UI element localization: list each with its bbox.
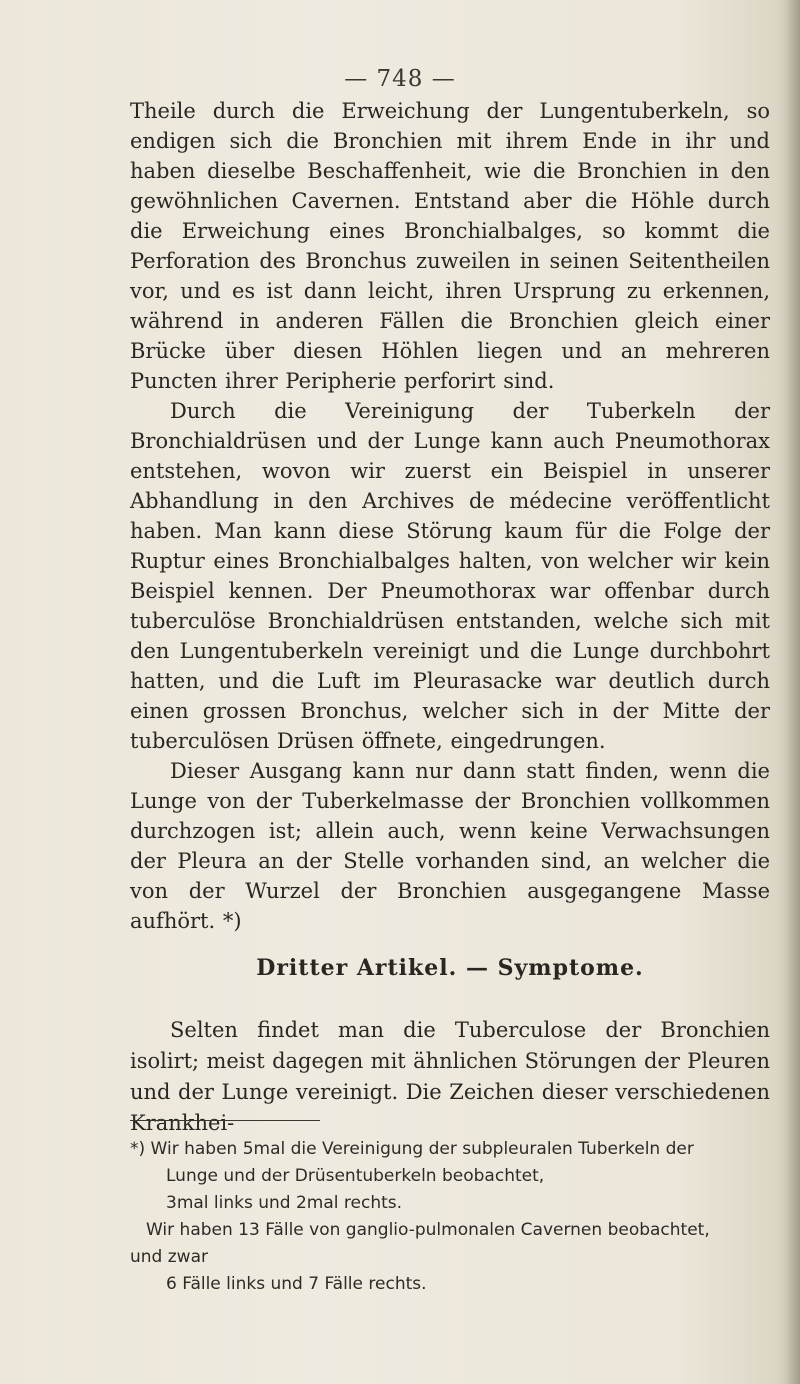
footnote-line: 3mal links und 2mal rechts.	[166, 1193, 403, 1213]
footnote-divider	[130, 1120, 320, 1121]
section-paragraph: Selten findet man die Tuberculose der Bronchien isolirt; meist dagegen mit ähnlichen Störungen der Pleuren und der Lunge vereinigt. Die Zeichen dieser verschiedenen Krankhei-	[130, 1018, 770, 1135]
section-heading: Dritter Artikel. — Symptome.	[256, 955, 644, 981]
footnote	[130, 1136, 770, 1298]
footnote-line: und zwar	[130, 1247, 208, 1267]
paragraph-2: Durch die Vereinigung der Tuberkeln der Bronchialdrüsen und der Lunge kann auch Pneumothorax entstehen, wovon wir zuerst ein Beispiel in unserer Abhandlung in den Archives de médecine veröffentlicht haben. Man kann diese Störung kaum für die Folge der Ruptur eines Bronchialbalges halten, von welcher wir kein Beispiel kennen. Der Pneumothorax war offenbar durch tuberculöse Bronchialdrüsen entstanden, welche sich mit den Lungentuberkeln vereinigt und die Lunge durchbohrt hatten, und die Luft im Pleurasacke war deutlich durch einen grossen Bronchus, welcher sich in der Mitte der tuberculösen Drüsen öffnete, eingedrungen.	[130, 399, 770, 753]
footnote-line: Lunge und der Drüsentuberkeln beobachtet,	[166, 1166, 545, 1186]
page-number: — 748 —	[344, 66, 456, 92]
footnote-line: *) Wir haben 5mal die Vereinigung der subpleuralen Tuberkeln der	[130, 1139, 694, 1159]
paragraph-1: Theile durch die Erweichung der Lungentuberkeln, so endigen sich die Bronchien mit ihrem Ende in ihr und haben dieselbe Beschaffenheit, wie die Bronchien in den gewöhnlichen Cavernen. Entstand aber die Höhle durch die Erweichung eines Bronchialbalges, so kommt die Perforation des Bronchus zuweilen in seinen Seitentheilen vor, und es ist dann leicht, ihren Ursprung zu erkennen, während in anderen Fällen die Bronchien gleich einer Brücke über diesen Höhlen liegen und an mehreren Puncten ihrer Peripherie perforirt sind.	[130, 99, 770, 393]
footnote-line: Wir haben 13 Fälle von ganglio-pulmonalen Cavernen beobachtet,	[146, 1220, 710, 1240]
page-edge-shadow	[786, 0, 800, 1384]
main-text	[130, 96, 770, 936]
paragraph-3: Dieser Ausgang kann nur dann statt finden, wenn die Lunge von der Tuberkelmasse der Bronchien vollkommen durchzogen ist; allein auch, wenn keine Verwachsungen der Pleura an der Stelle vorhanden sind, an welcher die von der Wurzel der Bronchien ausgegangene Masse aufhört. *)	[130, 759, 770, 933]
footnote-line: 6 Fälle links und 7 Fälle rechts.	[166, 1274, 427, 1294]
